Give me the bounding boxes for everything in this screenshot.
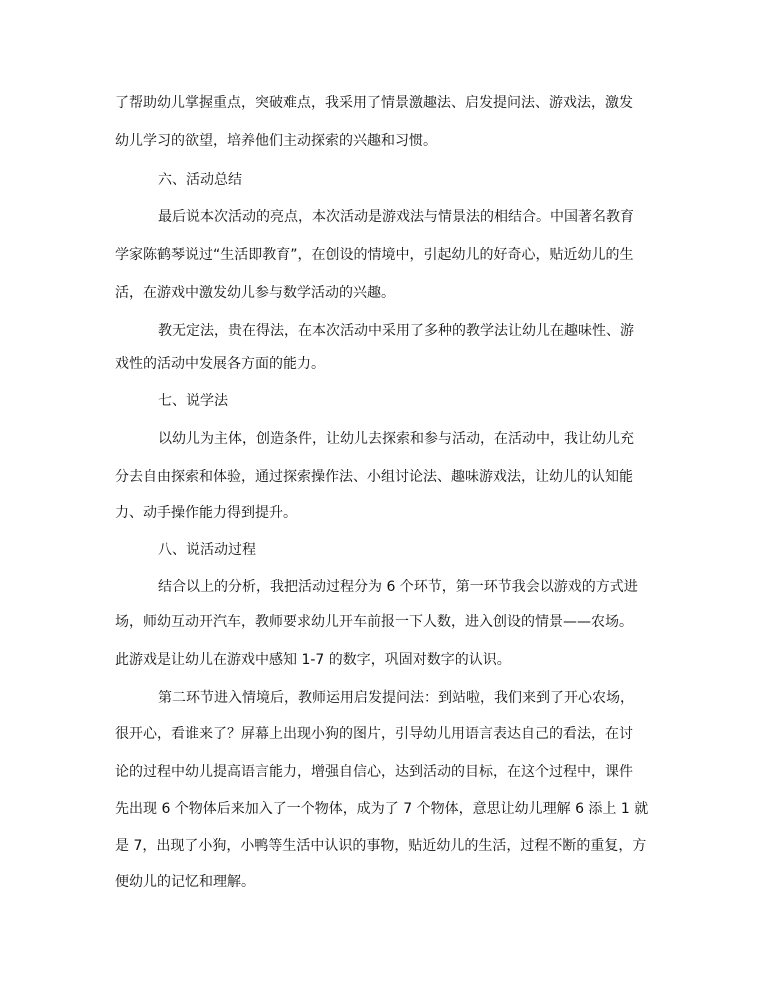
paragraph-line: 先出现 6 个物体后来加入了一个物体，成为了 7 个物体，意思让幼儿理解 6 添上 1 就: [115, 801, 649, 817]
paragraph-line: 是 7，出现了小狗，小鸭等生活中认识的事物，贴近幼儿的生活，过程不断的重复，方: [115, 838, 647, 854]
paragraph-line: 此游戏是让幼儿在游戏中感知 1-7 的数字，巩固对数字的认识。: [115, 652, 511, 668]
paragraph-line: 幼儿学习的欲望，培养他们主动探索的兴趣和习惯。: [115, 133, 437, 149]
paragraph-line: 了帮助幼儿掌握重点，突破难点，我采用了情景激趣法、启发提问法、游戏法，激发: [115, 95, 633, 111]
section-heading: 六、活动总结: [158, 172, 242, 188]
paragraph-line: 最后说本次活动的亮点，本次活动是游戏法与情景法的相结合。中国著名教育: [158, 209, 634, 225]
paragraph-line: 教无定法，贵在得法，在本次活动中采用了多种的教学法让幼儿在趣味性、游: [158, 323, 634, 339]
paragraph-line: 力、动手操作能力得到提升。: [115, 505, 297, 521]
paragraph-line: 很开心，看谁来了？屏幕上出现小狗的图片，引导幼儿用语言表达自己的看法，在讨: [115, 726, 633, 742]
paragraph-line: 结合以上的分析，我把活动过程分为 6 个环节，第一环节我会以游戏的方式进: [158, 579, 638, 595]
section-heading: 七、说学法: [158, 393, 228, 409]
paragraph-line: 学家陈鹤琴说过“生活即教育”，在创设的情境中，引起幼儿的好奇心，贴近幼儿的生: [115, 247, 634, 263]
paragraph-line: 分去自由探索和体验，通过探索操作法、小组讨论法、趣味游戏法，让幼儿的认知能: [115, 469, 633, 485]
paragraph-line: 活，在游戏中激发幼儿参与数学活动的兴趣。: [115, 285, 395, 301]
paragraph-line: 论的过程中幼儿提高语言能力，增强自信心，达到活动的目标，在这个过程中，课件: [115, 764, 633, 780]
paragraph-line: 场，师幼互动开汽车，教师要求幼儿开车前报一下人数，进入创设的情景——农场。: [115, 614, 633, 630]
paragraph-line: 戏性的活动中发展各方面的能力。: [115, 356, 325, 372]
paragraph-line: 便幼儿的记忆和理解。: [115, 874, 255, 890]
paragraph-line: 第二环节进入情境后，教师运用启发提问法：到站啦，我们来到了开心农场，: [158, 690, 634, 706]
paragraph-line: 以幼儿为主体，创造条件，让幼儿去探索和参与活动，在活动中，我让幼儿充: [158, 431, 634, 447]
section-heading: 八、说活动过程: [158, 542, 256, 558]
